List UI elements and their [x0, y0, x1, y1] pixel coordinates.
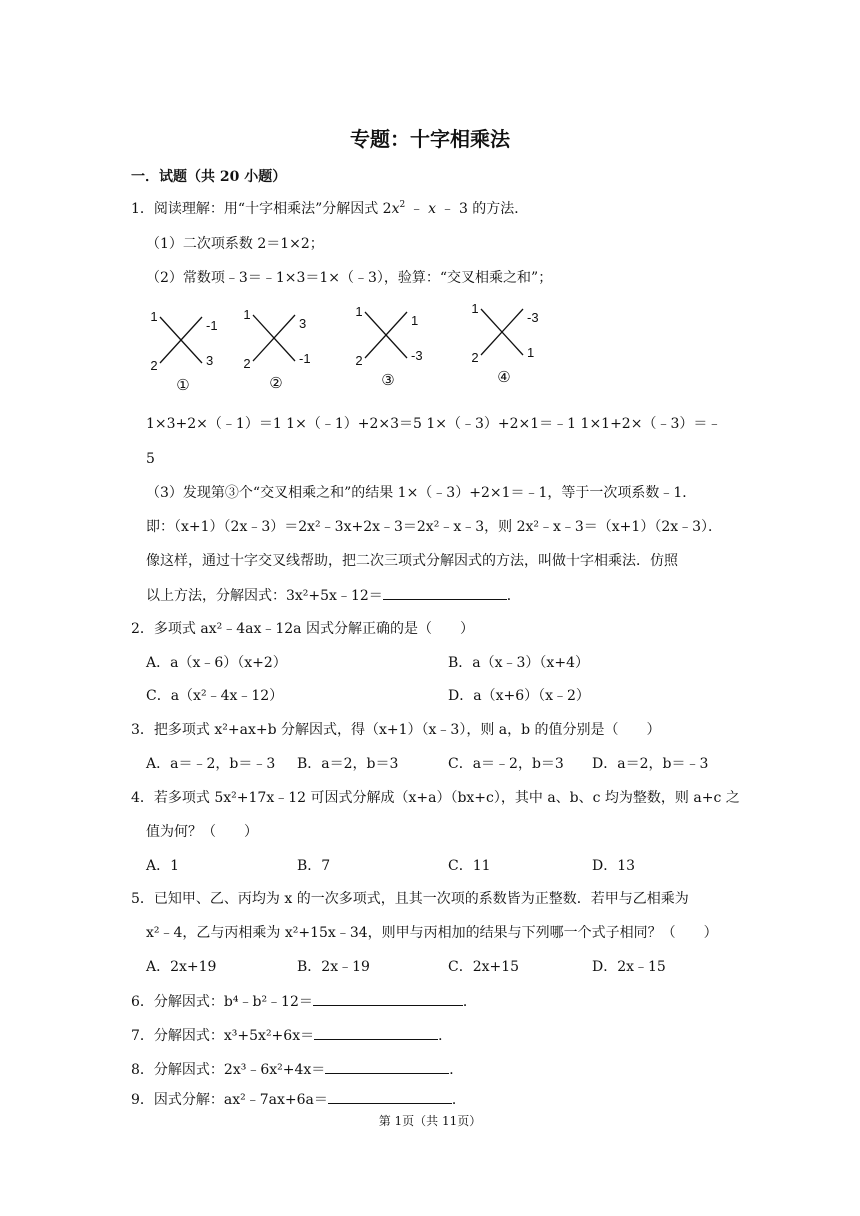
q9-text: 9．因式分解：ax²﹣7ax+6a＝ — [131, 1092, 328, 1108]
cross-diagram-svg — [467, 297, 549, 389]
cross-bottom-left: 2 — [355, 353, 363, 368]
q7-period: ． — [438, 1028, 453, 1044]
cross-diagram-svg — [351, 300, 433, 392]
q5-option-a[interactable]: A．2x+19 — [146, 959, 217, 975]
q1-num: 1． — [131, 201, 154, 217]
q2-stem: 2．多项式 ax²﹣4ax﹣12a 因式分解正确的是（ ） — [131, 621, 474, 637]
cross-label: ① — [176, 377, 190, 394]
cross-top-left: 1 — [150, 309, 158, 324]
q1-calc-line2: 5 — [146, 451, 155, 467]
page-title: 专题：十字相乘法 — [350, 127, 510, 151]
cross-top-right: 3 — [299, 316, 307, 331]
cross-top-left: 1 — [355, 304, 363, 319]
q9 — [131, 1089, 466, 1110]
cross-diagram-1 — [146, 305, 228, 397]
q6 — [131, 991, 477, 1012]
q1-step1: （1）二次项系数 2＝1×2； — [146, 236, 324, 252]
cross-bottom-right: 1 — [527, 345, 535, 360]
q2-option-b[interactable]: B．a（x﹣3）（x+4） — [448, 655, 589, 671]
cross-bottom-right: -3 — [411, 348, 423, 363]
answer-blank[interactable] — [313, 991, 463, 1006]
q1-intro-a: 阅读理解：用“十字相乘法”分解因式 2 — [153, 201, 392, 217]
q1-step2: （2）常数项﹣3＝﹣1×3＝1×（﹣3），验算：“交叉相乘之和”； — [146, 270, 553, 286]
cross-bottom-right: -1 — [299, 351, 311, 366]
q6-period: ． — [462, 994, 477, 1010]
q5-option-c[interactable]: C．2x+15 — [448, 959, 520, 975]
q3-stem: 3．把多项式 x²+ax+b 分解因式，得（x+1）（x﹣3），则 a，b 的值分别是（ ） — [131, 722, 661, 738]
q3-option-a[interactable]: A．a＝﹣2，b＝﹣3 — [146, 756, 276, 772]
cross-diagram-svg — [146, 305, 228, 397]
cross-bottom-right: 3 — [206, 353, 214, 368]
q1-step3: （3）发现第③个“交叉相乘之和”的结果 1×（﹣3）+2×1＝﹣1，等于一次项系数﹣1． — [146, 485, 697, 501]
cross-diagram-2 — [239, 303, 321, 395]
q4-option-d[interactable]: D．13 — [592, 858, 636, 874]
q2-option-d[interactable]: D．a（x+6）（x﹣2） — [448, 688, 590, 704]
cross-top-right: -3 — [527, 310, 539, 325]
q5-option-b[interactable]: B．2x﹣19 — [297, 959, 370, 975]
q4-stem1: 4．若多项式 5x²+17x﹣12 可因式分解成（x+a）（bx+c），其中 a、b、c 均为整数，则 a+c 之 — [131, 790, 740, 806]
answer-blank[interactable] — [314, 1025, 438, 1040]
q3-option-c[interactable]: C．a＝﹣2，b＝3 — [448, 756, 564, 772]
q4-option-b[interactable]: B．7 — [297, 858, 331, 874]
cross-diagram-4 — [467, 297, 549, 389]
q2-option-a[interactable]: A．a（x﹣6）（x+2） — [146, 655, 287, 671]
cross-top-left: 1 — [471, 301, 479, 316]
cross-diagram-svg — [239, 303, 321, 395]
q1-calc-line: 1×3+2×（﹣1）＝1 1×（﹣1）+2×3＝5 1×（﹣3）+2×1＝﹣1 1×1+2×（﹣3）＝﹣ — [146, 416, 722, 432]
q3-option-b[interactable]: B．a＝2，b＝3 — [297, 756, 399, 772]
q1-period: ． — [506, 588, 521, 604]
cross-bottom-left: 2 — [243, 356, 251, 371]
q7 — [131, 1025, 452, 1046]
cross-top-right: -1 — [206, 318, 218, 333]
cross-top-right: 1 — [411, 313, 419, 328]
q5-stem2: x²﹣4，乙与丙相乘为 x²+15x﹣34，则甲与丙相加的结果与下列哪一个式子相同？（ ） — [146, 925, 718, 941]
q3-option-d[interactable]: D．a＝2，b＝﹣3 — [592, 756, 709, 772]
cross-label: ④ — [497, 369, 511, 386]
q5-option-d[interactable]: D．2x﹣15 — [592, 959, 666, 975]
section-heading: 一．试题（共 20 小题） — [131, 169, 287, 185]
cross-label: ③ — [381, 372, 395, 389]
answer-blank[interactable] — [328, 1089, 452, 1104]
q8 — [131, 1059, 463, 1080]
cross-label: ② — [269, 375, 283, 392]
cross-top-left: 1 — [243, 307, 251, 322]
answer-blank[interactable] — [383, 585, 507, 600]
q5-stem1: 5．已知甲、乙、丙均为 x 的一次多项式，且其一次项的系数皆为正整数．若甲与乙相乘为 — [131, 891, 689, 907]
q9-period: ． — [451, 1092, 466, 1108]
q1-identity: 即：（x+1）（2x﹣3）＝2x²﹣3x+2x﹣3＝2x²﹣x﹣3，则 2x²﹣x﹣3＝（x+1）（2x﹣3）． — [146, 519, 723, 535]
q8-period: ． — [449, 1062, 464, 1078]
q2-option-c[interactable]: C．a（x²﹣4x﹣12） — [146, 688, 284, 704]
cross-bottom-left: 2 — [471, 350, 479, 365]
cross-diagram-3 — [351, 300, 433, 392]
q1-intro: 1．阅读理解：用“十字相乘法”分解因式 $2x^2$ ﹣ x ﹣ 3 的方法． — [131, 200, 529, 217]
q7-text: 7．分解因式：x³+5x²+6x＝ — [131, 1028, 315, 1044]
q1-explain2-text: 以上方法，分解因式：3x²+5x﹣12＝ — [146, 588, 383, 604]
cross-bottom-left: 2 — [150, 358, 158, 373]
q1-intro-c: 3 的方法． — [454, 201, 529, 217]
page-footer: 第 1页（共 11页） — [378, 1114, 482, 1128]
q4-stem2: 值为何？（ ） — [146, 824, 258, 840]
q4-option-a[interactable]: A．1 — [146, 858, 180, 874]
q4-option-c[interactable]: C．11 — [448, 858, 491, 874]
q1-explain2 — [146, 585, 521, 606]
q8-text: 8．分解因式：2x³﹣6x²+4x＝ — [131, 1062, 326, 1078]
q6-text: 6．分解因式：b⁴﹣b²﹣12＝ — [131, 994, 313, 1010]
q1-explain1: 像这样，通过十字交叉线帮助，把二次三项式分解因式的方法，叫做十字相乘法．仿照 — [146, 553, 678, 569]
answer-blank[interactable] — [325, 1059, 449, 1074]
